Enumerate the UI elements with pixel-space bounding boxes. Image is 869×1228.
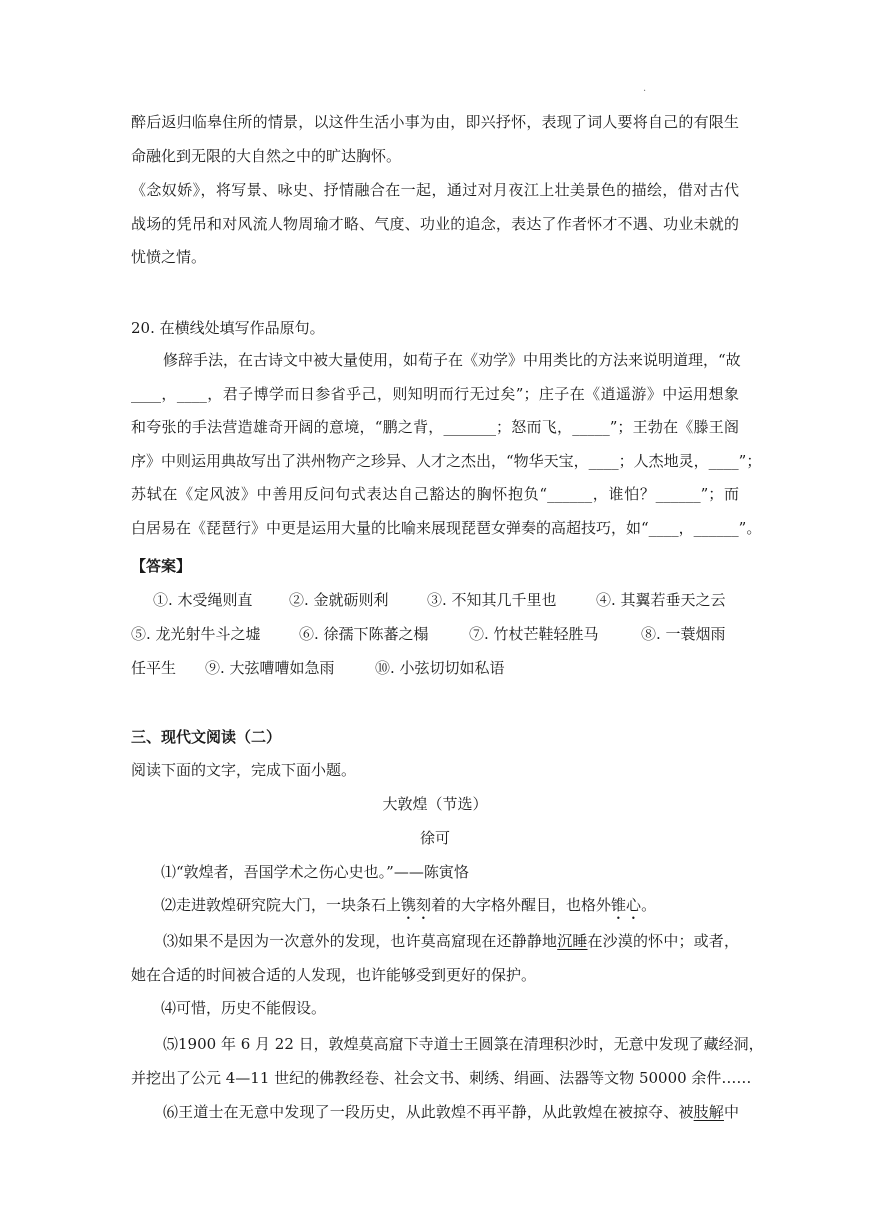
section-3-instruction: 阅读下面的文字，完成下面小题。 bbox=[131, 761, 357, 779]
q20-line: 苏轼在《定风波》中善用反问句式表达自己豁达的胸怀抱负“______，谁怕？______”；而 bbox=[131, 485, 739, 503]
article-paragraph-3 bbox=[131, 925, 739, 992]
p3-line2: 她在合适的时间被合适的人发现，也许能够受到更好的保护。 bbox=[131, 965, 537, 984]
q20-line: 白居易在《琵琶行》中更是运用大量的比喻来展现琵琶女弹奏的高超技巧，如“____，______”。 bbox=[131, 518, 762, 537]
answer-row-3 bbox=[131, 658, 505, 678]
p5-line1: ⑸1900 年 6 月 22 日，敦煌莫高窟下寺道士王圆箓在清理积沙时，无意中发现了藏经洞， bbox=[163, 1035, 764, 1053]
answer-item: 任平生 bbox=[131, 659, 177, 677]
intro-paragraph-1 bbox=[131, 106, 739, 173]
article-paragraph-4: ⑷可惜，历史不能假设。 bbox=[161, 999, 327, 1017]
p3-text: 在沙漠的怀中；或者， bbox=[587, 932, 739, 950]
article-title: 大敦煌（节选） bbox=[382, 795, 488, 813]
p6-text: ⑹王道士在无意中发现了一段历史，从此敦煌不再平静，从此敦煌在被掠夺、被 bbox=[163, 1103, 694, 1121]
intro-p2-line2: 战场的凭吊和对风流人物周瑜才略、气度、功业的追念，表达了作者怀才不遇、功业未就的 bbox=[131, 214, 739, 233]
intro-p1-line2: 命融化到无限的大自然之中的旷达胸怀。 bbox=[131, 146, 402, 165]
q20-line: 和夸张的手法营造雄奇开阔的意境，“鹏之背，_______；怒而飞，_____”；王勃在《滕王阁 bbox=[131, 418, 739, 436]
p3-underlined-word: 沉睡 bbox=[557, 932, 588, 950]
answer-item: ④. 其翼若垂天之云 bbox=[596, 591, 726, 609]
article-author: 徐可 bbox=[419, 829, 450, 847]
answer-item: ②. 金就砺则利 bbox=[289, 591, 389, 609]
intro-p2-line1: 《念奴娇》，将写景、咏史、抒情融合在一起，通过对月夜江上壮美景色的描绘，借对古代 bbox=[131, 181, 739, 199]
p3-line1 bbox=[131, 925, 739, 959]
q20-line: 修辞手法，在古诗文中被大量使用，如荀子在《劝学》中用类比的方法来说明道理，“故 bbox=[163, 351, 741, 369]
answer-item: ③. 不知其几千里也 bbox=[427, 591, 557, 609]
answer-item: ①. 木受绳则直 bbox=[153, 591, 253, 609]
answer-item: ⑧. 一蓑烟雨 bbox=[641, 625, 726, 643]
article-paragraph-1: ⑴“敦煌者，吾国学术之伤心史也。”——陈寅恪 bbox=[161, 863, 469, 881]
article-paragraph-2 bbox=[161, 895, 656, 923]
top-mark: · bbox=[643, 86, 647, 97]
answer-item: ⑤. 龙光射牛斗之墟 bbox=[131, 625, 261, 643]
answer-item: ⑦. 竹杖芒鞋轻胜马 bbox=[469, 625, 599, 643]
answer-item: ⑩. 小弦切切如私语 bbox=[375, 659, 505, 677]
q20-line: 序》中则运用典故写出了洪州物产之珍异、人才之杰出，“物华天宝，____；人杰地灵，____”； bbox=[131, 451, 762, 470]
p2-emphasized-word: 镌刻 bbox=[401, 896, 432, 914]
question-20-title: 20. 在横线处填写作品原句。 bbox=[131, 319, 325, 337]
q20-line: ____，____，君子博学而日参省乎己，则知明而行无过矣”；庄子在《逍遥游》中运用想象 bbox=[131, 384, 739, 403]
answer-item: ⑨. 大弦嘈嘈如急雨 bbox=[205, 659, 335, 677]
p2-text: 着的大字格外醒目，也格外 bbox=[431, 896, 612, 914]
p6-underlined-word: 肢解 bbox=[693, 1103, 724, 1121]
intro-paragraph-2 bbox=[131, 174, 739, 275]
p2-text: ⑵走进敦煌研究院大门，一块条石上 bbox=[161, 896, 402, 914]
section-3-heading: 三、现代文阅读（二） bbox=[131, 728, 282, 746]
p6-text: 中 bbox=[723, 1103, 739, 1121]
article-paragraph-5 bbox=[131, 1028, 764, 1095]
answer-label: 【答案】 bbox=[131, 557, 192, 575]
answer-item: ⑥. 徐孺下陈蕃之榻 bbox=[299, 625, 429, 643]
p3-text: ⑶如果不是因为一次意外的发现，也许莫高窟现在还静静地 bbox=[163, 932, 558, 950]
answer-row-2 bbox=[131, 624, 726, 644]
p2-emphasized-word: 锥心 bbox=[611, 896, 642, 914]
article-paragraph-6 bbox=[131, 1096, 739, 1130]
intro-p1-line1: 醉后返归临皋住所的情景，以这件生活小事为由，即兴抒怀，表现了词人要将自己的有限生 bbox=[131, 113, 739, 131]
p2-text: 。 bbox=[641, 896, 657, 914]
intro-p2-line3: 忧愤之情。 bbox=[131, 248, 207, 266]
p5-line2: 并挖出了公元 4—11 世纪的佛教经卷、社会文书、刺绣、绢画、法器等文物 50000 余件…… bbox=[131, 1068, 752, 1087]
question-20-body bbox=[131, 344, 762, 545]
answer-row-1 bbox=[153, 590, 726, 610]
p6-line1 bbox=[131, 1096, 739, 1130]
